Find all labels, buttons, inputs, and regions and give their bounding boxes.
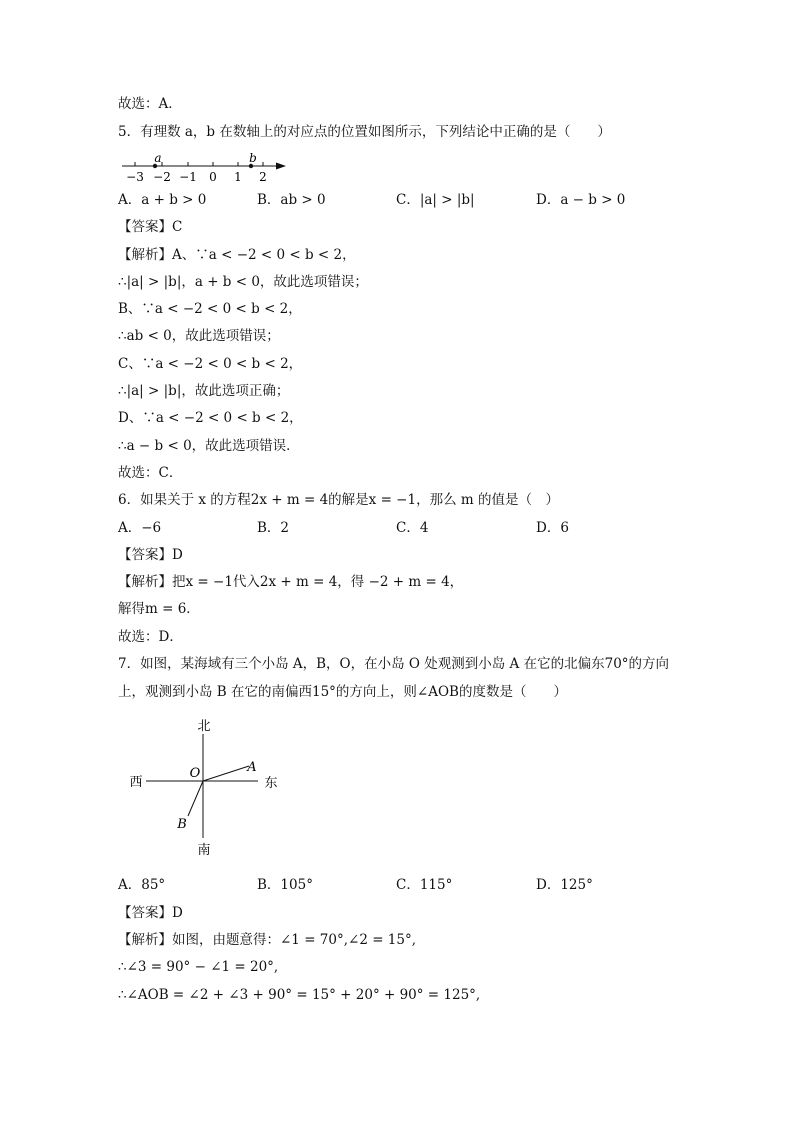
east-label: 东 [264, 776, 278, 791]
q5-option-a: A．a + b > 0 [118, 192, 207, 208]
q5-analysis-line: D、∵a < −2 < 0 < b < 2， [118, 410, 303, 426]
q6-analysis-line: 【解析】把x = −1代入2x + m = 4，得 −2 + m = 4， [118, 574, 464, 590]
q6-analysis-line: 解得m = 6． [118, 601, 200, 617]
q7-analysis-line: ∴∠AOB = ∠2 + ∠3 + 90° = 15° + 20° + 90° = 125°, [118, 987, 481, 1003]
origin-label: O [189, 766, 201, 781]
q6-option-b: B．2 [257, 520, 290, 536]
south-label: 南 [197, 843, 211, 858]
q5-analysis-line: C、∵a < −2 < 0 < b < 2， [118, 356, 303, 372]
west-label: 西 [129, 775, 143, 790]
tick-label: 2 [259, 170, 267, 184]
question-7-stem: 上，观测到小岛 B 在它的南偏西15°的方向上，则∠AOB的度数是（ ） [118, 684, 567, 700]
number-line-arrow [276, 163, 286, 170]
ray-ob [188, 781, 203, 816]
q5-analysis-line: ∴a − b < 0，故此选项错误． [118, 438, 300, 454]
point-a-label: a [154, 151, 162, 165]
text-line: 故选：A． [118, 96, 182, 112]
tick-label: 1 [234, 170, 242, 184]
question-6-stem: 6．如果关于 x 的方程2x + m = 4的解是x = −1，那么 m 的值是（ ） [118, 492, 559, 508]
q7-analysis-line: ∴∠3 = 90° − ∠1 = 20°, [118, 959, 279, 975]
tick-label: 0 [209, 170, 217, 184]
q7-answer: 【答案】D [118, 905, 183, 921]
q6-option-c: C．4 [396, 520, 429, 536]
q6-choice: 故选：D． [118, 629, 183, 645]
question-5-stem: 5．有理数 a，b 在数轴上的对应点的位置如图所示，下列结论中正确的是（ ） [118, 124, 611, 140]
q7-option-a: A．85° [118, 877, 166, 893]
q7-option-c: C．115° [396, 877, 453, 893]
q7-option-d: D．125° [536, 877, 593, 893]
point-b-label: b [249, 151, 257, 165]
q5-analysis-line: ∴|a| > |b|，a + b < 0，故此选项错误； [118, 274, 368, 290]
ray-oa [203, 766, 249, 781]
q5-analysis-line: B、∵a < −2 < 0 < b < 2， [118, 301, 302, 317]
number-line-figure [118, 150, 290, 188]
tick-label: −3 [126, 170, 144, 184]
q5-option-b: B．ab > 0 [257, 192, 326, 208]
q7-option-b: B．105° [257, 877, 313, 893]
point-b-label: B [177, 817, 187, 832]
q6-answer: 【答案】D [118, 547, 183, 563]
q5-analysis-line: ∴|a| > |b|，故此选项正确； [118, 383, 290, 399]
north-label: 北 [197, 719, 211, 734]
q6-option-d: D．6 [536, 520, 569, 536]
q5-answer: 【答案】C [118, 219, 183, 235]
q5-analysis-line: ∴ab < 0，故此选项错误； [118, 328, 280, 344]
tick-label: −2 [153, 170, 171, 184]
q5-choice: 故选：C． [118, 465, 183, 481]
q5-analysis-line: 【解析】A、∵a < −2 < 0 < b < 2， [118, 247, 356, 263]
tick-label: −1 [179, 170, 197, 184]
q7-analysis-line: 【解析】如图，由题意得：∠1 = 70°,∠2 = 15°, [118, 932, 417, 948]
q5-option-c: C．|a| > |b| [396, 192, 475, 208]
compass-figure [118, 712, 293, 862]
q5-option-d: D．a − b > 0 [536, 192, 626, 208]
q6-option-a: A．−6 [118, 520, 162, 536]
point-a-label: A [247, 760, 257, 775]
question-7-stem: 7．如图，某海域有三个小岛 A，B，O，在小岛 O 处观测到小岛 A 在它的北偏东70°的方向 [118, 656, 670, 672]
